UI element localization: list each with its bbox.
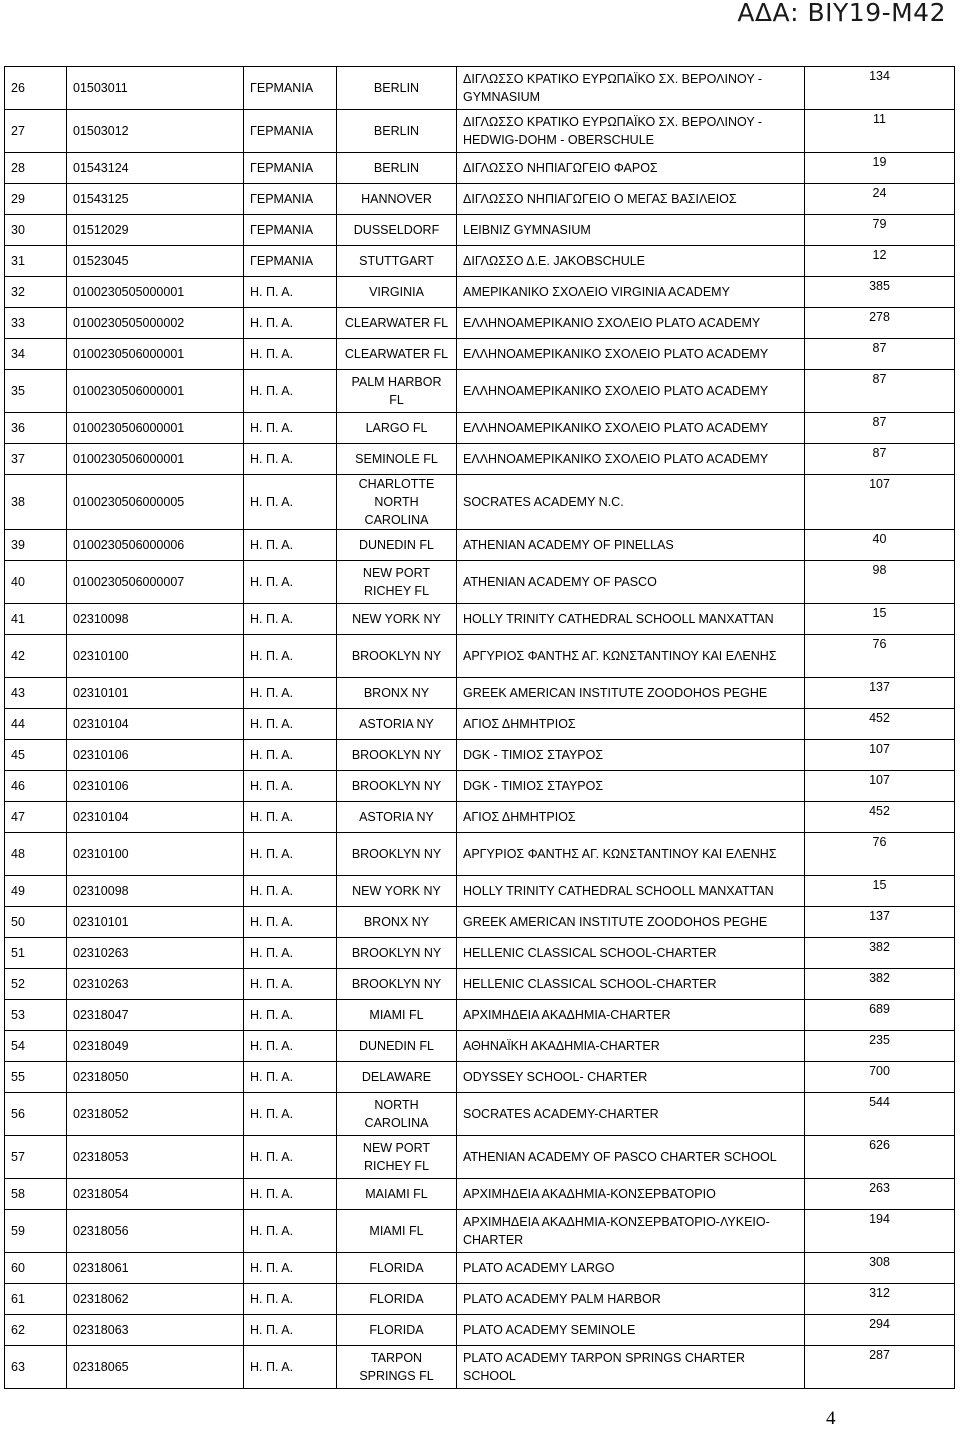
country: Η. Π. Α. xyxy=(244,802,337,833)
student-count: 452 xyxy=(805,709,955,740)
country: Η. Π. Α. xyxy=(244,530,337,561)
student-count: 107 xyxy=(805,475,955,530)
table-row xyxy=(5,1253,955,1284)
school-code: 02318052 xyxy=(67,1093,244,1136)
school-name: ΕΛΛΗΝΟΑΜΕΡΙΚΑΝΙΚΟ ΣΧΟΛΕΙΟ PLATO ACADEMY xyxy=(457,413,805,444)
city: HANNOVER xyxy=(337,184,457,215)
school-name: ΑΡΓΥΡΙΟΣ ΦΑΝΤΗΣ ΑΓ. ΚΩΝΣΤΑΝΤΙΝΟΥ ΚΑΙ ΕΛΕΝΗΣ xyxy=(457,635,805,678)
table-row xyxy=(5,771,955,802)
school-name: DGK - ΤΙΜΙΟΣ ΣΤΑΥΡΟΣ xyxy=(457,771,805,802)
row-number: 62 xyxy=(5,1315,67,1346)
student-count: 76 xyxy=(805,833,955,876)
school-name: GREEK AMERICAN INSTITUTE ZOODOHOS PEGHE xyxy=(457,907,805,938)
row-number: 63 xyxy=(5,1346,67,1389)
school-name: ΕΛΛΗΝΟΑΜΕΡΙΚΑΝΙΚΟ ΣΧΟΛΕΙΟ PLATO ACADEMY xyxy=(457,339,805,370)
school-code: 02310104 xyxy=(67,802,244,833)
city: BERLIN xyxy=(337,110,457,153)
country: Η. Π. Α. xyxy=(244,1031,337,1062)
row-number: 35 xyxy=(5,370,67,413)
city: BERLIN xyxy=(337,67,457,110)
school-code: 02310106 xyxy=(67,740,244,771)
row-number: 59 xyxy=(5,1210,67,1253)
row-number: 39 xyxy=(5,530,67,561)
school-name: HELLENIC CLASSICAL SCHOOL-CHARTER xyxy=(457,969,805,1000)
country: Η. Π. Α. xyxy=(244,938,337,969)
student-count: 137 xyxy=(805,678,955,709)
student-count: 194 xyxy=(805,1210,955,1253)
school-name: ΕΛΛΗΝΟΑΜΕΡΙΚΑΝΙΚΟ ΣΧΟΛΕΙΟ PLATO ACADEMY xyxy=(457,444,805,475)
student-count: 12 xyxy=(805,246,955,277)
city: DELAWARE xyxy=(337,1062,457,1093)
student-count: 107 xyxy=(805,771,955,802)
school-name: SOCRATES ACADEMY N.C. xyxy=(457,475,805,530)
row-number: 37 xyxy=(5,444,67,475)
school-code: 02318047 xyxy=(67,1000,244,1031)
table-row xyxy=(5,678,955,709)
school-code: 0100230506000001 xyxy=(67,370,244,413)
city: CHARLOTTE NORTH CAROLINA xyxy=(337,475,457,530)
city: NEW PORT RICHEY FL xyxy=(337,561,457,604)
school-code: 0100230506000007 xyxy=(67,561,244,604)
table-row xyxy=(5,876,955,907)
school-code: 02310106 xyxy=(67,771,244,802)
student-count: 98 xyxy=(805,561,955,604)
school-code: 02310104 xyxy=(67,709,244,740)
country: Η. Π. Α. xyxy=(244,413,337,444)
student-count: 278 xyxy=(805,308,955,339)
country: Η. Π. Α. xyxy=(244,1210,337,1253)
country: Η. Π. Α. xyxy=(244,1284,337,1315)
row-number: 34 xyxy=(5,339,67,370)
table-row xyxy=(5,740,955,771)
country: Η. Π. Α. xyxy=(244,907,337,938)
table-row xyxy=(5,1346,955,1389)
student-count: 544 xyxy=(805,1093,955,1136)
row-number: 28 xyxy=(5,153,67,184)
student-count: 87 xyxy=(805,370,955,413)
school-code: 02318056 xyxy=(67,1210,244,1253)
school-name: PLATO ACADEMY PALM HARBOR xyxy=(457,1284,805,1315)
city: BRONX NY xyxy=(337,678,457,709)
table-row xyxy=(5,246,955,277)
row-number: 50 xyxy=(5,907,67,938)
school-name: LEIBNIZ GYMNASIUM xyxy=(457,215,805,246)
row-number: 51 xyxy=(5,938,67,969)
row-number: 45 xyxy=(5,740,67,771)
country: Η. Π. Α. xyxy=(244,1000,337,1031)
student-count: 235 xyxy=(805,1031,955,1062)
city: NEW YORK NY xyxy=(337,604,457,635)
table-row xyxy=(5,969,955,1000)
student-count: 76 xyxy=(805,635,955,678)
school-code: 01543124 xyxy=(67,153,244,184)
student-count: 312 xyxy=(805,1284,955,1315)
row-number: 42 xyxy=(5,635,67,678)
student-count: 382 xyxy=(805,969,955,1000)
country: ΓΕΡΜΑΝΙΑ xyxy=(244,215,337,246)
city: FLORIDA xyxy=(337,1284,457,1315)
country: ΓΕΡΜΑΝΙΑ xyxy=(244,153,337,184)
city: CLEARWATER FL xyxy=(337,339,457,370)
country: ΓΕΡΜΑΝΙΑ xyxy=(244,246,337,277)
row-number: 44 xyxy=(5,709,67,740)
student-count: 24 xyxy=(805,184,955,215)
student-count: 385 xyxy=(805,277,955,308)
country: Η. Π. Α. xyxy=(244,833,337,876)
school-code: 02318054 xyxy=(67,1179,244,1210)
row-number: 36 xyxy=(5,413,67,444)
school-name: ΔΙΓΛΩΣΣΟ ΚΡΑΤΙΚΟ ΕΥΡΩΠΑΪΚΟ ΣΧ. ΒΕΡΟΛΙΝΟΥ - HEDWIG-DOHM - OBERSCHULE xyxy=(457,110,805,153)
row-number: 56 xyxy=(5,1093,67,1136)
student-count: 263 xyxy=(805,1179,955,1210)
school-name: ATHENIAN ACADEMY OF PASCO CHARTER SCHOOL xyxy=(457,1136,805,1179)
row-number: 60 xyxy=(5,1253,67,1284)
table-row xyxy=(5,444,955,475)
country: Η. Π. Α. xyxy=(244,1253,337,1284)
country: Η. Π. Α. xyxy=(244,709,337,740)
country: Η. Π. Α. xyxy=(244,635,337,678)
city: TARPON SPRINGS FL xyxy=(337,1346,457,1389)
table-row xyxy=(5,153,955,184)
school-code: 02310101 xyxy=(67,907,244,938)
page-number: 4 xyxy=(826,1408,836,1429)
city: BROOKLYN NY xyxy=(337,771,457,802)
city: VIRGINIA xyxy=(337,277,457,308)
schools-table xyxy=(4,66,955,1389)
table-row xyxy=(5,1031,955,1062)
table-row xyxy=(5,802,955,833)
country: Η. Π. Α. xyxy=(244,339,337,370)
table-row xyxy=(5,215,955,246)
school-code: 02318061 xyxy=(67,1253,244,1284)
student-count: 19 xyxy=(805,153,955,184)
table-row xyxy=(5,604,955,635)
country: ΓΕΡΜΑΝΙΑ xyxy=(244,110,337,153)
school-name: ΑΘΗΝΑΪΚΗ ΑΚΑΔΗΜΙΑ-CHARTER xyxy=(457,1031,805,1062)
school-code: 0100230506000001 xyxy=(67,444,244,475)
city: STUTTGART xyxy=(337,246,457,277)
table-row xyxy=(5,1315,955,1346)
city: NORTH CAROLINA xyxy=(337,1093,457,1136)
city: CLEARWATER FL xyxy=(337,308,457,339)
table-row xyxy=(5,1062,955,1093)
row-number: 43 xyxy=(5,678,67,709)
school-name: ΑΡΧΙΜΗΔΕΙΑ ΑΚΑΔΗΜΙΑ-CHARTER xyxy=(457,1000,805,1031)
table-row xyxy=(5,1179,955,1210)
school-name: PLATO ACADEMY TARPON SPRINGS CHARTER SCHOOL xyxy=(457,1346,805,1389)
school-code: 02318063 xyxy=(67,1315,244,1346)
school-code: 02318053 xyxy=(67,1136,244,1179)
country: Η. Π. Α. xyxy=(244,561,337,604)
school-name: ΑΜΕΡΙΚΑΝΙΚΟ ΣΧΟΛΕΙΟ VIRGINIA ACADEMY xyxy=(457,277,805,308)
country: Η. Π. Α. xyxy=(244,1346,337,1389)
row-number: 58 xyxy=(5,1179,67,1210)
table-row xyxy=(5,370,955,413)
table-row xyxy=(5,938,955,969)
city: NEW PORT RICHEY FL xyxy=(337,1136,457,1179)
table-row xyxy=(5,308,955,339)
school-code: 0100230506000005 xyxy=(67,475,244,530)
city: MIAMI FL xyxy=(337,1210,457,1253)
student-count: 107 xyxy=(805,740,955,771)
table-row xyxy=(5,413,955,444)
school-code: 01523045 xyxy=(67,246,244,277)
school-name: ΕΛΛΗΝΟΑΜΕΡΙΚΑΝΙΚΟ ΣΧΟΛΕΙΟ PLATO ACADEMY xyxy=(457,370,805,413)
country: Η. Π. Α. xyxy=(244,604,337,635)
school-code: 01503012 xyxy=(67,110,244,153)
school-code: 02310100 xyxy=(67,635,244,678)
school-name: PLATO ACADEMY LARGO xyxy=(457,1253,805,1284)
country: Η. Π. Α. xyxy=(244,1062,337,1093)
row-number: 29 xyxy=(5,184,67,215)
city: BROOKLYN NY xyxy=(337,740,457,771)
city: LARGO FL xyxy=(337,413,457,444)
city: ASTORIA NY xyxy=(337,709,457,740)
row-number: 47 xyxy=(5,802,67,833)
row-number: 49 xyxy=(5,876,67,907)
school-name: DGK - ΤΙΜΙΟΣ ΣΤΑΥΡΟΣ xyxy=(457,740,805,771)
city: BROOKLYN NY xyxy=(337,635,457,678)
table-row xyxy=(5,339,955,370)
student-count: 40 xyxy=(805,530,955,561)
student-count: 294 xyxy=(805,1315,955,1346)
school-code: 02310263 xyxy=(67,938,244,969)
city: DUSSELDORF xyxy=(337,215,457,246)
city: BERLIN xyxy=(337,153,457,184)
ada-header: ΑΔΑ: ΒΙΥ19-Μ42 xyxy=(737,0,946,27)
country: Η. Π. Α. xyxy=(244,876,337,907)
row-number: 57 xyxy=(5,1136,67,1179)
city: PALM HARBOR FL xyxy=(337,370,457,413)
student-count: 689 xyxy=(805,1000,955,1031)
country: Η. Π. Α. xyxy=(244,444,337,475)
school-code: 01512029 xyxy=(67,215,244,246)
school-code: 0100230506000001 xyxy=(67,413,244,444)
school-code: 0100230506000001 xyxy=(67,339,244,370)
school-name: ΔΙΓΛΩΣΣΟ ΚΡΑΤΙΚΟ ΕΥΡΩΠΑΪΚΟ ΣΧ. ΒΕΡΟΛΙΝΟΥ - GYMNASIUM xyxy=(457,67,805,110)
student-count: 15 xyxy=(805,604,955,635)
table-row xyxy=(5,475,955,530)
country: Η. Π. Α. xyxy=(244,1315,337,1346)
school-name: ΑΡΧΙΜΗΔΕΙΑ ΑΚΑΔΗΜΙΑ-ΚΟΝΣΕΡΒΑΤΟΡΙΟ xyxy=(457,1179,805,1210)
row-number: 41 xyxy=(5,604,67,635)
city: MIAMI FL xyxy=(337,1000,457,1031)
schools-table-body xyxy=(5,67,955,1389)
school-code: 01543125 xyxy=(67,184,244,215)
city: NEW YORK NY xyxy=(337,876,457,907)
row-number: 53 xyxy=(5,1000,67,1031)
row-number: 52 xyxy=(5,969,67,1000)
table-row xyxy=(5,184,955,215)
school-name: ΔΙΓΛΩΣΣΟ Δ.Ε. JAKOBSCHULE xyxy=(457,246,805,277)
student-count: 79 xyxy=(805,215,955,246)
row-number: 54 xyxy=(5,1031,67,1062)
school-name: ΔΙΓΛΩΣΣΟ ΝΗΠΙΑΓΩΓΕΙΟ Ο ΜΕΓΑΣ ΒΑΣΙΛΕΙΟΣ xyxy=(457,184,805,215)
table-row xyxy=(5,1284,955,1315)
table-row xyxy=(5,1093,955,1136)
country: Η. Π. Α. xyxy=(244,969,337,1000)
school-name: HELLENIC CLASSICAL SCHOOL-CHARTER xyxy=(457,938,805,969)
table-row xyxy=(5,561,955,604)
student-count: 626 xyxy=(805,1136,955,1179)
row-number: 46 xyxy=(5,771,67,802)
school-code: 02310098 xyxy=(67,604,244,635)
country: Η. Π. Α. xyxy=(244,308,337,339)
school-name: ΑΡΧΙΜΗΔΕΙΑ ΑΚΑΔΗΜΙΑ-ΚΟΝΣΕΡΒΑΤΟΡΙΟ-ΛΥΚΕΙΟ-CHARTER xyxy=(457,1210,805,1253)
school-name: ΑΓΙΟΣ ΔΗΜΗΤΡΙΟΣ xyxy=(457,802,805,833)
row-number: 48 xyxy=(5,833,67,876)
student-count: 87 xyxy=(805,444,955,475)
table-row xyxy=(5,277,955,308)
table-row xyxy=(5,635,955,678)
student-count: 87 xyxy=(805,413,955,444)
city: MAIAMI FL xyxy=(337,1179,457,1210)
student-count: 137 xyxy=(805,907,955,938)
row-number: 33 xyxy=(5,308,67,339)
school-name: PLATO ACADEMY SEMINOLE xyxy=(457,1315,805,1346)
city: FLORIDA xyxy=(337,1253,457,1284)
country: Η. Π. Α. xyxy=(244,277,337,308)
school-name: ODYSSEY SCHOOL- CHARTER xyxy=(457,1062,805,1093)
school-code: 02310100 xyxy=(67,833,244,876)
school-code: 02318049 xyxy=(67,1031,244,1062)
country: Η. Π. Α. xyxy=(244,1093,337,1136)
school-name: HOLLY TRINITY CATHEDRAL SCHOOLL MANXATTAN xyxy=(457,604,805,635)
school-code: 02310101 xyxy=(67,678,244,709)
row-number: 55 xyxy=(5,1062,67,1093)
table-row xyxy=(5,67,955,110)
row-number: 27 xyxy=(5,110,67,153)
city: ASTORIA NY xyxy=(337,802,457,833)
country: Η. Π. Α. xyxy=(244,370,337,413)
row-number: 40 xyxy=(5,561,67,604)
row-number: 38 xyxy=(5,475,67,530)
row-number: 32 xyxy=(5,277,67,308)
city: BROOKLYN NY xyxy=(337,969,457,1000)
table-row xyxy=(5,907,955,938)
table-row xyxy=(5,110,955,153)
school-name: SOCRATES ACADEMY-CHARTER xyxy=(457,1093,805,1136)
school-code: 02318065 xyxy=(67,1346,244,1389)
student-count: 308 xyxy=(805,1253,955,1284)
school-code: 02310098 xyxy=(67,876,244,907)
school-code: 02318062 xyxy=(67,1284,244,1315)
student-count: 287 xyxy=(805,1346,955,1389)
table-row xyxy=(5,530,955,561)
country: Η. Π. Α. xyxy=(244,678,337,709)
school-name: GREEK AMERICAN INSTITUTE ZOODOHOS PEGHE xyxy=(457,678,805,709)
student-count: 452 xyxy=(805,802,955,833)
city: DUNEDIN FL xyxy=(337,1031,457,1062)
city: SEMINOLE FL xyxy=(337,444,457,475)
school-name: ΑΡΓΥΡΙΟΣ ΦΑΝΤΗΣ ΑΓ. ΚΩΝΣΤΑΝΤΙΝΟΥ ΚΑΙ ΕΛΕΝΗΣ xyxy=(457,833,805,876)
school-name: ATHENIAN ACADEMY OF PASCO xyxy=(457,561,805,604)
school-code: 01503011 xyxy=(67,67,244,110)
school-name: ATHENIAN ACADEMY OF PINELLAS xyxy=(457,530,805,561)
city: BROOKLYN NY xyxy=(337,938,457,969)
country: Η. Π. Α. xyxy=(244,740,337,771)
row-number: 30 xyxy=(5,215,67,246)
country: Η. Π. Α. xyxy=(244,1179,337,1210)
school-code: 0100230506000006 xyxy=(67,530,244,561)
school-name: ΑΓΙΟΣ ΔΗΜΗΤΡΙΟΣ xyxy=(457,709,805,740)
school-name: ΕΛΛΗΝΟΑΜΕΡΙΚΑΝΙΟ ΣΧΟΛΕΙΟ PLATO ACADEMY xyxy=(457,308,805,339)
country: ΓΕΡΜΑΝΙΑ xyxy=(244,67,337,110)
country: Η. Π. Α. xyxy=(244,1136,337,1179)
student-count: 382 xyxy=(805,938,955,969)
school-name: ΔΙΓΛΩΣΣΟ ΝΗΠΙΑΓΩΓΕΙΟ ΦΑΡΟΣ xyxy=(457,153,805,184)
table-row xyxy=(5,1210,955,1253)
city: DUNEDIN FL xyxy=(337,530,457,561)
city: BRONX NY xyxy=(337,907,457,938)
school-code: 0100230505000002 xyxy=(67,308,244,339)
table-row xyxy=(5,833,955,876)
table-row xyxy=(5,709,955,740)
city: BROOKLYN NY xyxy=(337,833,457,876)
school-code: 02318050 xyxy=(67,1062,244,1093)
country: ΓΕΡΜΑΝΙΑ xyxy=(244,184,337,215)
student-count: 15 xyxy=(805,876,955,907)
school-name: HOLLY TRINITY CATHEDRAL SCHOOLL MANXATTAN xyxy=(457,876,805,907)
row-number: 26 xyxy=(5,67,67,110)
school-code: 0100230505000001 xyxy=(67,277,244,308)
city: FLORIDA xyxy=(337,1315,457,1346)
student-count: 134 xyxy=(805,67,955,110)
school-code: 02310263 xyxy=(67,969,244,1000)
student-count: 11 xyxy=(805,110,955,153)
table-row xyxy=(5,1000,955,1031)
country: Η. Π. Α. xyxy=(244,771,337,802)
row-number: 31 xyxy=(5,246,67,277)
country: Η. Π. Α. xyxy=(244,475,337,530)
table-row xyxy=(5,1136,955,1179)
row-number: 61 xyxy=(5,1284,67,1315)
student-count: 87 xyxy=(805,339,955,370)
student-count: 700 xyxy=(805,1062,955,1093)
